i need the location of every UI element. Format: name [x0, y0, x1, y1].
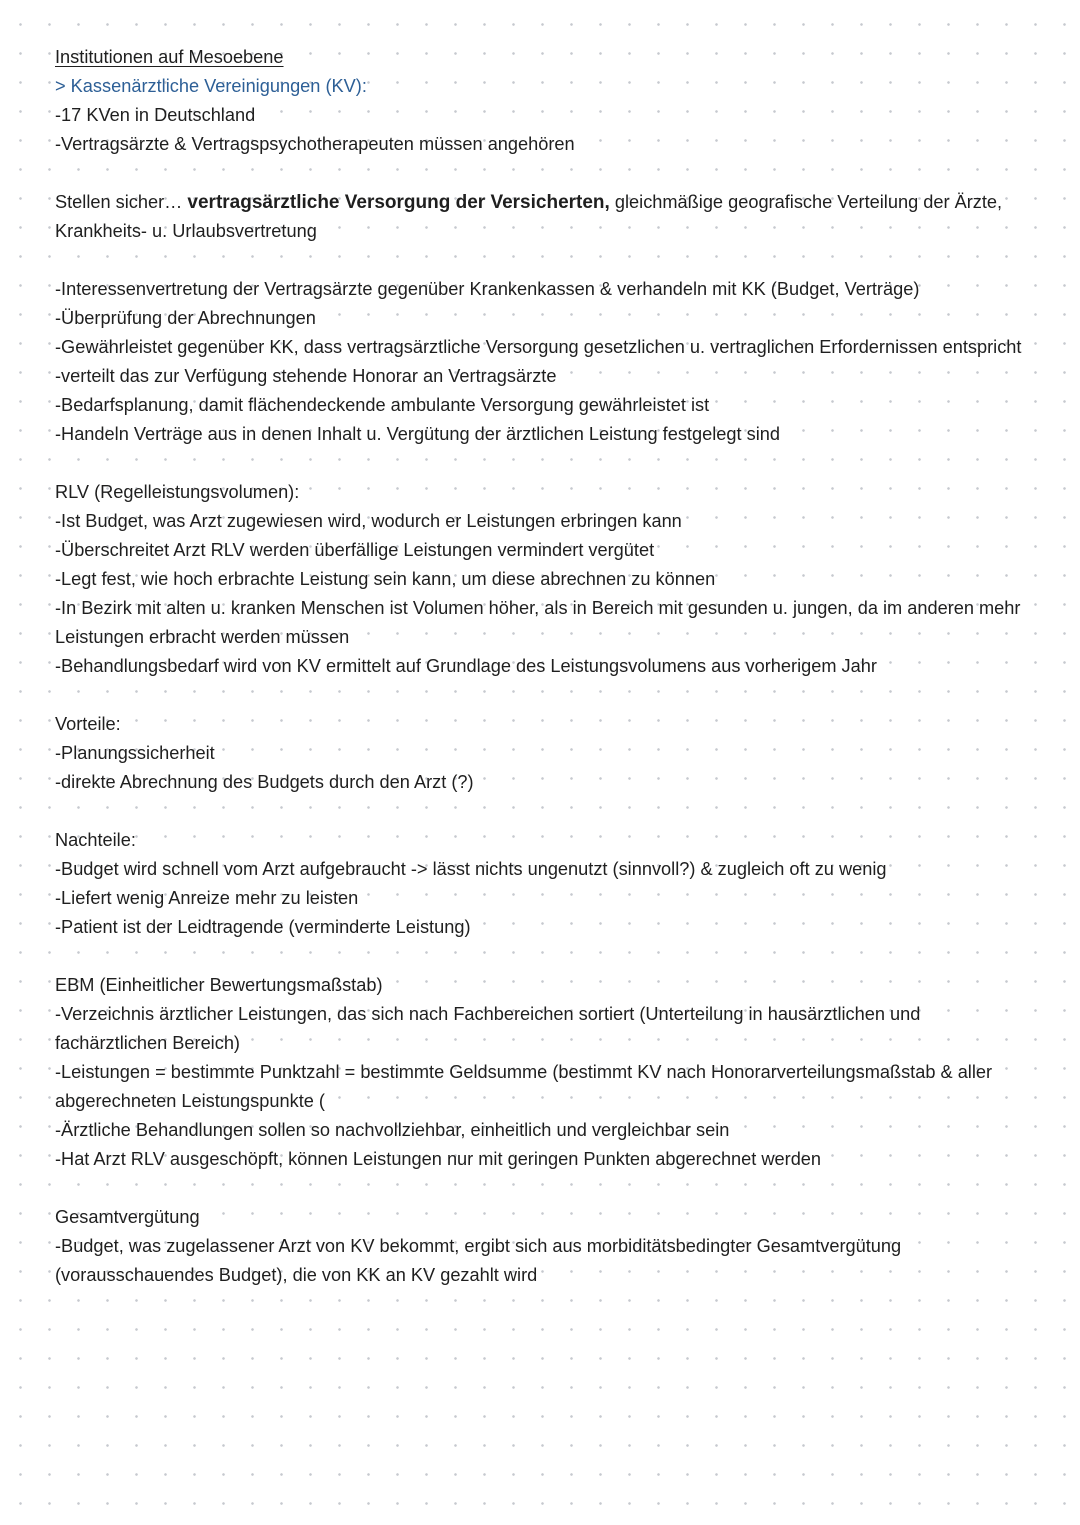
kv-heading: > Kassenärztliche Vereinigungen (KV):: [55, 76, 367, 96]
kv-task-item: -Gewährleistet gegenüber KK, dass vertragsärztliche Versorgung gesetzlichen u. vertraglichen Erfordernissen entspricht: [55, 337, 1022, 357]
kv-intro-item: -17 KVen in Deutschland: [55, 105, 256, 125]
kv-task-item: -Handeln Verträge aus in denen Inhalt u. Vergütung der ärztlichen Leistung festgelegt sind: [55, 424, 780, 444]
nachteile-item: -Patient ist der Leidtragende (verminderte Leistung): [55, 917, 471, 937]
gesamtverguetung-heading: Gesamtvergütung: [55, 1207, 200, 1227]
kv-task-item: -Interessenvertretung der Vertragsärzte gegenüber Krankenkassen & verhandeln mit KK (Budget, Verträge): [55, 279, 920, 299]
note-page: [55, 43, 1030, 1290]
kv-task-item: -Überprüfung der Abrechnungen: [55, 308, 316, 328]
spacer: [55, 1174, 1030, 1203]
spacer: [55, 449, 1030, 478]
nachteile-item: -Budget wird schnell vom Arzt aufgebraucht -> lässt nichts ungenutzt (sinnvoll?) & zugleich oft zu wenig: [55, 859, 887, 879]
vorteile-heading: Vorteile:: [55, 714, 121, 734]
mission-prefix: Stellen sicher…: [55, 192, 188, 212]
ebm-item: -Leistungen = bestimmte Punktzahl = bestimmte Geldsumme (bestimmt KV nach Honorarverteilungsmaßstab & aller abgerechneten Leistungspunkte (: [55, 1062, 993, 1111]
ebm-item: -Ärztliche Behandlungen sollen so nachvollziehbar, einheitlich und vergleichbar sein: [55, 1120, 730, 1140]
vorteile-item: -direkte Abrechnung des Budgets durch den Arzt (?): [55, 772, 474, 792]
page-title: Institutionen auf Mesoebene: [55, 47, 284, 67]
kv-task-item: -verteilt das zur Verfügung stehende Honorar an Vertragsärzte: [55, 366, 557, 386]
kv-task-item: -Bedarfsplanung, damit flächendeckende ambulante Versorgung gewährleistet ist: [55, 395, 710, 415]
rlv-item: -Ist Budget, was Arzt zugewiesen wird, wodurch er Leistungen erbringen kann: [55, 511, 682, 531]
rlv-item: -In Bezirk mit alten u. kranken Menschen ist Volumen höher, als in Bereich mit gesunden u. jungen, da im anderen mehr Leistungen erbracht werden müssen: [55, 598, 1021, 647]
spacer: [55, 942, 1030, 971]
rlv-item: -Behandlungsbedarf wird von KV ermittelt auf Grundlage des Leistungsvolumens aus vorherigem Jahr: [55, 656, 877, 676]
spacer: [55, 159, 1030, 188]
spacer: [55, 797, 1030, 826]
spacer: [55, 681, 1030, 710]
nachteile-heading: Nachteile:: [55, 830, 136, 850]
mission-rest: gleichmäßige geografische Verteilung der Ärzte, Krankheits- u. Urlaubsvertretung: [55, 192, 1003, 241]
ebm-heading: EBM (Einheitlicher Bewertungsmaßstab): [55, 975, 383, 995]
vorteile-item: -Planungssicherheit: [55, 743, 215, 763]
rlv-item: -Überschreitet Arzt RLV werden überfällige Leistungen vermindert vergütet: [55, 540, 655, 560]
kv-intro-item: -Vertragsärzte & Vertragspsychotherapeuten müssen angehören: [55, 134, 575, 154]
rlv-item: -Legt fest, wie hoch erbrachte Leistung sein kann, um diese abrechnen zu können: [55, 569, 716, 589]
kv-mission-paragraph: [55, 188, 1030, 246]
nachteile-item: -Liefert wenig Anreize mehr zu leisten: [55, 888, 359, 908]
ebm-item: -Verzeichnis ärztlicher Leistungen, das sich nach Fachbereichen sortiert (Unterteilung in hausärztlichen und fachärztlichen Bereich): [55, 1004, 921, 1053]
mission-emphasis: vertragsärztliche Versorgung der Versicherten,: [187, 192, 610, 213]
gesamtverguetung-item: -Budget, was zugelassener Arzt von KV bekommt, ergibt sich aus morbiditätsbedingter Gesamtvergütung (vorausschauendes Budget), die von KK an KV gezahlt wird: [55, 1236, 902, 1285]
ebm-item: -Hat Arzt RLV ausgeschöpft, können Leistungen nur mit geringen Punkten abgerechnet werden: [55, 1149, 822, 1169]
spacer: [55, 246, 1030, 275]
rlv-heading: RLV (Regelleistungsvolumen):: [55, 482, 300, 502]
